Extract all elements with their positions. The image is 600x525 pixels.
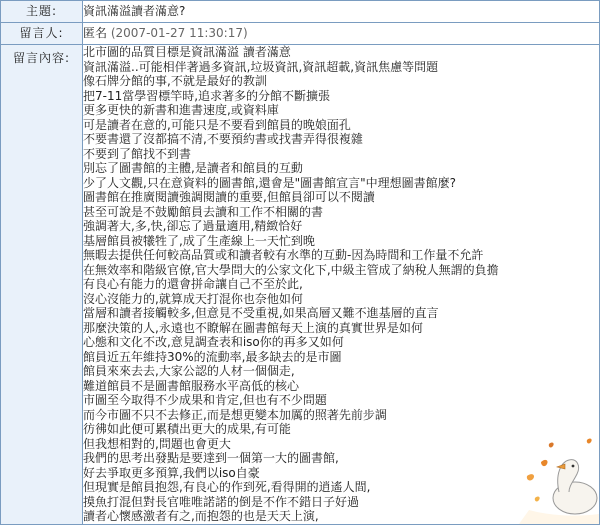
author-label: 留言人: xyxy=(1,23,83,45)
author-row xyxy=(1,23,600,45)
message-line: 市圖至今取得不少成果和肯定,但也有不少問題 xyxy=(83,393,327,407)
message-line: 沒心沒能力的,就算成天打混你也奈他如何 xyxy=(83,291,303,306)
message-line: 像石牌分館的事,不就是最好的教訓 xyxy=(83,74,267,88)
message-line: 那麼決策的人,永遠也不瞭解在圖書館每天上演的真實世界是如何 xyxy=(83,320,423,335)
subject-label: 主題: xyxy=(1,1,83,23)
message-line: 圖書館在推廣閱讀強調閱讀的重要,但館員卻可以不閱讀 xyxy=(83,190,375,204)
message-line: 有良心有能力的還會拼命讓自己不至於此, xyxy=(83,277,303,291)
message-line: 但我想相對的,問題也會更大 xyxy=(83,436,231,451)
message-line: 把7-11當學習標竿時,追求著多的分館不斷擴張 xyxy=(83,88,331,103)
message-line: 摸魚打混但對長官唯唯諾諾的倒是不作不錯日子好過 xyxy=(83,494,360,509)
message-line: 難道館員不是圖書館服務水平高低的核心 xyxy=(83,378,300,393)
message-line: 心態和文化不改,意見調查表和iso你的再多又如何 xyxy=(83,335,344,349)
message-line: 少了人文觀,只在意資料的圖書館,還會是"圖書館宣言"中理想圖書館麼? xyxy=(83,175,457,190)
message-line: 無暇去提供任何較高品質或和讀者較有水準的互動-因為時間和工作量不允許 xyxy=(83,248,484,262)
author-name: 匿名 xyxy=(83,26,108,40)
message-line: 更多更快的新書和進書速度,或資料庫 xyxy=(83,103,279,117)
message-line: 甚至可說是不鼓勵館員去讀和工作不相關的書 xyxy=(83,204,324,219)
message-line: 資訊滿溢..可能相伴著過多資訊,垃圾資訊,資訊超載,資訊焦慮等問題 xyxy=(83,59,439,74)
message-line: 北市圖的品質目標是資訊滿溢 讀者滿意 xyxy=(83,45,291,59)
subject-row xyxy=(1,1,600,23)
message-line: 好去爭取更多預算,我們以iso自豪 xyxy=(83,465,260,480)
message-line: 彷彿如此便可累積出更大的成果,有可能 xyxy=(83,422,291,436)
message-line: 可是讀者在意的,可能只是不要看到館員的晚娘面孔 xyxy=(83,117,351,132)
message-line: 而今市圖不只不去修正,而是想更變本加厲的照著先前步調 xyxy=(83,407,387,422)
message-line: 我們的思考出發點是要達到一個第一大的圖書館, xyxy=(83,451,339,465)
message-label: 留言內容: xyxy=(1,45,83,525)
message-row xyxy=(1,45,600,525)
subject-value: 資訊滿溢讀者滿意? xyxy=(83,1,600,23)
post-time: (2007-01-27 11:30:17) xyxy=(110,26,248,40)
message-line: 但現實是館員抱怨,有良心的作到死,看得開的逍遙人間, xyxy=(83,480,371,494)
message-body xyxy=(83,45,600,525)
message-line: 在無效率和階級官僚,官大學問大的公家文化下,中級主管成了納稅人無謂的負擔 xyxy=(83,262,499,277)
message-line: 不要書還了沒都搞不清,不要預約書或找書弄得很複雜 xyxy=(83,132,363,146)
message-line: 館員近五年維持30%的流動率,最多缺去的是市圖 xyxy=(83,349,342,364)
message-line: 當層和讀者接觸較多,但意見不受重視,如果高層又難不進基層的直言 xyxy=(83,306,439,320)
author-value xyxy=(83,23,600,45)
message-line: 別忘了圖書館的主體,是讀者和館員的互動 xyxy=(83,161,303,175)
message-line: 館員來來去去,大家公認的人材一個個走, xyxy=(83,364,295,378)
message-line: 讀者心懷感激者有之,而抱怨的也是天天上演, xyxy=(83,509,319,523)
message-line: 強調著大,多,快,卻忘了過量適用,精緻恰好 xyxy=(83,219,303,233)
goose-illustration-icon xyxy=(489,414,599,524)
message-line: 不要到了館找不到書 xyxy=(83,146,192,161)
message-line: 基層館員被犧牲了,成了生產線上一天忙到晚 xyxy=(83,233,315,248)
